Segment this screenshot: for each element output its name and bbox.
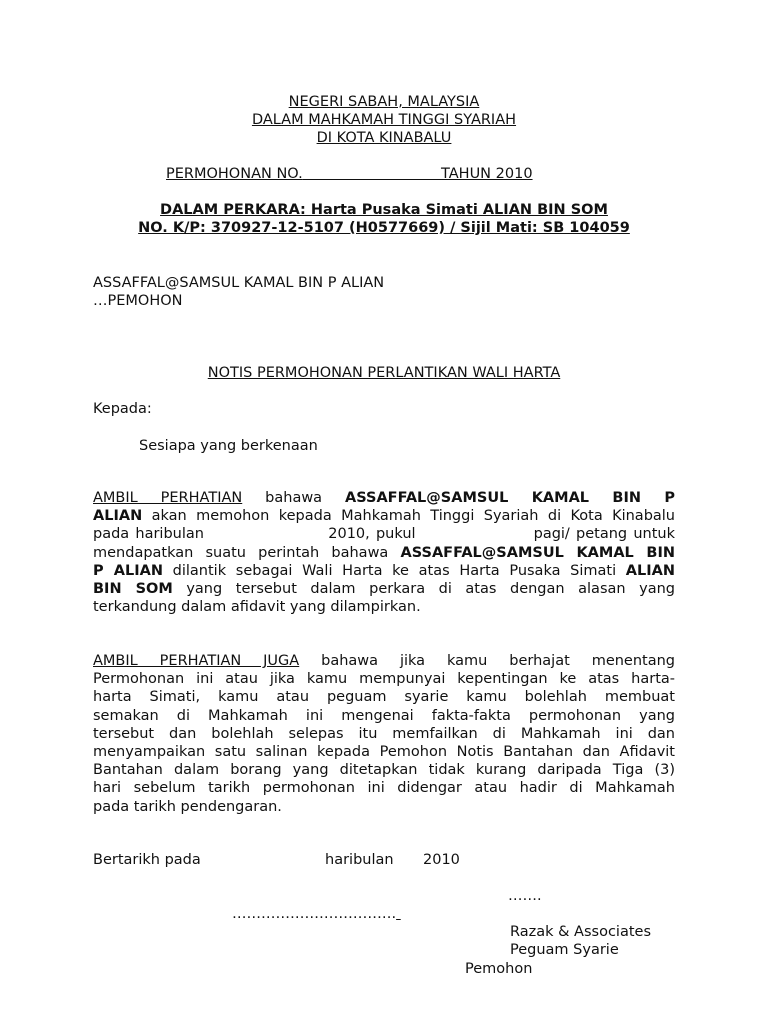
notice-paragraph-1	[93, 489, 675, 616]
application-number-blank	[303, 166, 441, 182]
paragraph-2-line: pada tarikh pendengaran.	[93, 798, 282, 815]
notice-heading-1: AMBIL PERHATIAN	[93, 490, 243, 506]
paragraph-2-line: tersebut dan bolehlah selepas itu memfailkan di Mahkamah ini dan	[93, 725, 675, 742]
notice-paragraph-2	[93, 652, 675, 816]
paragraph-2-line: harta Simati, kamu atau peguam syarie kamu bolehlah membuat	[93, 689, 675, 706]
notice-title: NOTIS PERMOHONAN PERLANTIKAN WALI HARTA	[207, 365, 561, 381]
signature-line: …………………………….	[232, 906, 397, 922]
header-city: DI KOTA KINABALU	[316, 130, 452, 146]
paragraph-2-line: semakan di Mahkamah ini mengenai fakta-fakta permohonan yang	[93, 707, 675, 724]
application-number-line	[166, 165, 533, 183]
paragraph-1-line: P ALIAN dilantik sebagai Wali Harta ke atas Harta Pusaka Simati ALIAN	[93, 562, 676, 579]
paragraph-2-line: AMBIL PERHATIAN JUGA bahawa jika kamu berhajat menentang	[93, 653, 676, 669]
signature-title: Peguam Syarie	[510, 942, 619, 958]
paragraph-2-line: Bantahan dalam borang yang ditetapkan tidak kurang daripada Tiga (3)	[93, 762, 675, 779]
paragraph-1-line: terkandung dalam afidavit yang dilampirkan.	[93, 599, 421, 616]
application-label: PERMOHONAN NO.	[166, 166, 303, 182]
paragraph-1-line: AMBIL PERHATIAN bahawa ASSAFFAL@SAMSUL KAMAL BIN P	[93, 490, 675, 506]
signature-firm: Razak & Associates	[510, 924, 652, 940]
paragraph-1-line: mendapatkan suatu perintah bahawa ASSAFFAL@SAMSUL KAMAL BIN	[93, 544, 675, 561]
applicant-name: ASSAFFAL@SAMSUL KAMAL BIN P ALIAN	[93, 275, 385, 291]
notice-heading-2: AMBIL PERHATIAN JUGA	[93, 653, 300, 669]
paragraph-1-line: BIN SOM yang tersebut dalam perkara di atas dengan alasan yang	[93, 581, 675, 598]
dated-label: Bertarikh pada	[93, 852, 201, 868]
application-year: TAHUN 2010	[441, 166, 533, 182]
signature-dots-short: …….	[508, 888, 542, 904]
header-state: NEGERI SABAH, MALAYSIA	[288, 94, 480, 110]
case-matter: DALAM PERKARA: Harta Pusaka Simati ALIAN BIN SOM	[160, 202, 608, 218]
paragraph-2-line: Permohonan ini atau jika kamu mempunyai kepentingan ke atas harta-	[93, 671, 675, 688]
case-identity: NO. K/P: 370927-12-5107 (H0577669) / Sijil Mati: SB 104059	[138, 220, 630, 236]
addressee-text: Sesiapa yang berkenaan	[139, 438, 318, 454]
signature-for: Pemohon	[465, 961, 533, 977]
dated-haribulan: haribulan	[325, 852, 394, 868]
applicant-role: …PEMOHON	[93, 293, 183, 309]
paragraph-1-line: pada haribulan 2010, pukul pagi/ petang untuk	[93, 526, 675, 543]
paragraph-2-line: menyampaikan satu salinan kepada Pemohon Notis Bantahan dan Afidavit	[93, 744, 675, 761]
paragraph-1-line: ALIAN akan memohon kepada Mahkamah Tinggi Syariah di Kota Kinabalu	[93, 508, 675, 525]
dated-year: 2010	[423, 852, 460, 868]
addressee-label: Kepada:	[93, 401, 152, 417]
paragraph-2-line: hari sebelum tarikh permohonan ini didengar atau hadir di Mahkamah	[93, 780, 675, 797]
header-court: DALAM MAHKAMAH TINGGI SYARIAH	[251, 112, 517, 128]
